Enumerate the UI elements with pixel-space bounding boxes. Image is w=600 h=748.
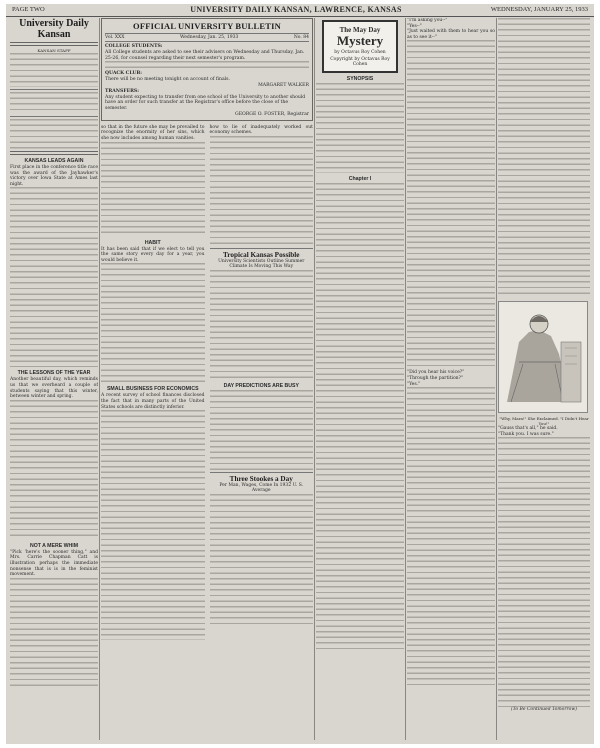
bulletin-volume: Vol. XXX <box>105 35 125 40</box>
editorial-heading: NOT A MERE WHIM <box>29 542 79 549</box>
column-divider <box>314 18 315 740</box>
story-title-top: The May Day <box>339 26 381 34</box>
newspaper-page <box>6 4 594 744</box>
official-bulletin <box>101 18 313 121</box>
article-headline: Three Stookes a Day <box>229 474 293 483</box>
bulletin-number: No. 84 <box>293 35 309 40</box>
column-divider <box>405 18 406 740</box>
article-subhead: University Scientists Outline Summer Climate Is Moving This Way <box>218 258 305 270</box>
bulletin-title: OFFICIAL UNIVERSITY BULLETIN <box>133 21 281 31</box>
story-title: Mystery <box>336 33 384 48</box>
divider <box>10 42 98 46</box>
story-author: by Octavus Roy Cohen <box>334 50 386 55</box>
article-heading: SMALL BUSINESS FOR ECONOMICS <box>106 386 199 393</box>
article-text: A recent survey of school finances disclosed the fact that in many parts of the United States schools are distinctly inferior. <box>101 393 205 410</box>
story-copyright: Copyright by Octavus Roy Cohen <box>330 57 390 67</box>
chapter-heading: Chapter I <box>348 176 372 182</box>
story-text: "Gauss that's all," he said. "Thank you. I was sure." <box>498 426 558 437</box>
notice-heading: TRANSFERS: <box>105 88 139 94</box>
notice-text: There will be no meeting tonight on account of finals. <box>105 77 230 83</box>
column-divider <box>99 18 100 740</box>
staff-heading: KANSAN STAFF <box>37 48 71 53</box>
serial-story-column <box>407 18 495 740</box>
masthead <box>6 4 594 17</box>
editorial-heading: THE LESSONS OF THE YEAR <box>17 370 91 377</box>
article-heading: DAY PREDICTIONS ARE BUSY <box>223 382 299 389</box>
illustration-caption: "Why, Mara!" She Exclaimed. "I Didn't Hear You!" <box>499 416 589 426</box>
notice-text: All College students are asked to see their advisers on Wednesday and Thursday, Jan. 25-26, for counsel regarding their next semester's program. <box>105 49 305 61</box>
serial-story-column <box>498 18 590 740</box>
story-text: "I'm asking you--" "Yes--" "Just waited with them to hear you so as to see it--" <box>407 18 495 40</box>
editorial-text: Another beautiful day, which reminds us that we overheard a couple of students saying that this winter, between winter and spring. <box>10 377 98 400</box>
story-illustration <box>498 301 588 413</box>
story-title-box <box>322 20 398 73</box>
editorial-text: First place in the conference title race was the award of the Jayhawker's victory over Iowa State at Ames last night. <box>10 165 98 187</box>
article-text: so that in the future she may be prevailed to recognize the enormity of her sins, which she now includes among human vanities. <box>101 124 205 141</box>
story-text: "Did you hear his voice?" "Through the partition?" "Yes." <box>407 370 465 387</box>
editorial-text: "Pick 'here's the sooner thing," and Mrs. Carrie Chapman Catt is illustration perhaps the immediate nonsense that is is in the feminist movement. <box>10 549 98 578</box>
article-heading: HABIT <box>144 239 161 246</box>
synopsis-heading: SYNOPSIS <box>346 76 374 82</box>
continued-note: (To Be Continued Tomorrow) <box>511 707 577 713</box>
page-number: PAGE TWO <box>12 6 45 13</box>
bulletin-column <box>101 18 313 740</box>
serial-story-column <box>316 18 404 740</box>
notice-signature: MARGARET WALKER <box>258 82 309 88</box>
editorial-column <box>10 18 98 740</box>
column-divider <box>496 18 497 740</box>
article-headline: Tropical Kansas Possible <box>223 250 300 259</box>
woman-illustration-icon <box>499 302 587 412</box>
notice-heading: QUACK CLUB: <box>105 71 142 77</box>
article-subhead: Per Man, Wages, Come In 1932 U. S. Average <box>219 482 304 494</box>
bulletin-date: Wednesday, Jan. 25, 1933 <box>179 35 239 40</box>
notice-signature: GEORGE O. FOSTER, Registrar <box>235 111 309 117</box>
paper-nameplate: University Daily Kansan <box>19 18 89 40</box>
newspaper-title: UNIVERSITY DAILY KANSAN, LAWRENCE, KANSAS <box>190 5 402 14</box>
editorial-heading: KANSAS LEADS AGAIN <box>24 158 84 164</box>
article-text: how to lie of inadequately worked out economy schemes. <box>209 124 313 136</box>
notice-heading: COLLEGE STUDENTS: <box>105 44 163 49</box>
notice-text: Any student expecting to transfer from one school of the University to another should have an order for such transfer at the Registrar's office before the close of the semester. <box>105 94 306 112</box>
article-text: It has been said that if we elect to tell you the same story every day for a year, you would believe it. <box>101 246 205 263</box>
issue-date: WEDNESDAY, JANUARY 25, 1933 <box>490 6 588 13</box>
